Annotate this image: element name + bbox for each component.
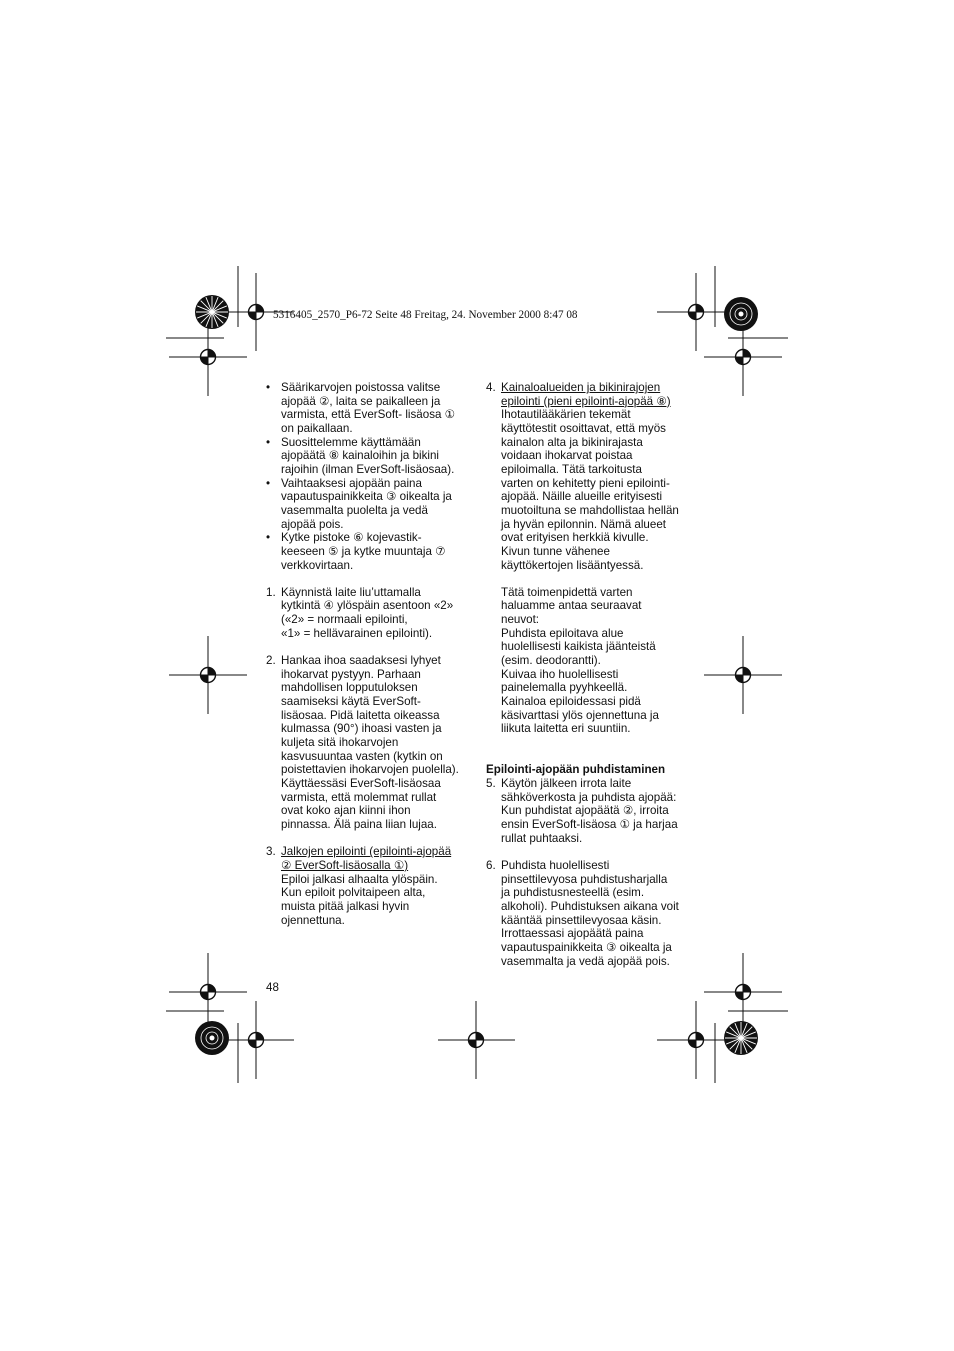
text-line: mahdollisen lopputuloksen <box>281 681 418 695</box>
text-line: ja puhdistusnesteellä (esim. <box>501 886 645 900</box>
text-line: Hankaa ihoa saadaksesi lyhyet <box>281 654 441 668</box>
text-line: sähköverkosta ja puhdista ajopää: <box>501 790 677 804</box>
text-line: alkoholi). Puhdistuksen aikana voit <box>501 899 679 913</box>
text-line: Tätä toimenpidettä varten <box>501 585 633 599</box>
text-line: Käyttäessäsi EverSoft-lisäosaa <box>281 777 441 790</box>
item-subheading: Kainaloalueiden ja bikinirajojen <box>501 381 661 394</box>
text-line: muista pitää jalkasi hyvin <box>281 899 410 913</box>
registration-mark <box>685 301 707 323</box>
text-line: keeseen ⑤ ja kytke muuntaja ⑦ <box>281 544 446 558</box>
spacer <box>501 572 686 586</box>
registration-mark <box>732 346 754 368</box>
text-line: poistettavien ihokarvojen puolella). <box>281 763 459 777</box>
list-item <box>266 586 466 641</box>
item-subheading: Jalkojen epilointi (epilointi-ajopää <box>281 845 452 859</box>
list-marker: • <box>266 531 271 545</box>
text-line: kulmassa (90°) ihoasi vasten ja <box>281 722 442 736</box>
registration-mark <box>197 346 219 368</box>
registration-mark <box>685 1029 707 1051</box>
text-line: saamiseksi käytä EverSoft- <box>281 695 421 709</box>
list-marker: 2. <box>266 654 276 668</box>
registration-mark <box>465 1029 487 1051</box>
spacer <box>486 736 686 750</box>
text-line: haluamme antaa seuraavat <box>501 599 642 613</box>
text-line: kuljeta sitä ihokarvojen <box>281 736 399 750</box>
text-line: ojennettuna. <box>281 913 345 927</box>
text-line: ensin EverSoft-lisäosa ① ja harjaa <box>501 817 678 831</box>
starburst-target <box>724 297 758 331</box>
text-line: («2» = normaali epilointi, <box>281 613 408 627</box>
text-line: Kainaloa epiloidessasi pidä <box>501 695 641 709</box>
text-line: Ihotautilääkärien tekemät <box>501 408 631 422</box>
text-line: ajopää ②, laita se paikalleen ja <box>281 394 441 408</box>
text-line: on paikallaan. <box>281 421 353 435</box>
starburst-target <box>195 1021 229 1055</box>
text-line: Vaihtaaksesi ajopään paina <box>281 476 422 490</box>
list-marker: • <box>266 381 271 394</box>
text-line: ajopää. Näille alueille erityisesti <box>501 490 663 504</box>
text-line: Kivun tunne vähenee <box>501 544 610 558</box>
text-line: Kun epiloit polvitaipeen alta, <box>281 886 426 900</box>
list-item <box>266 845 466 927</box>
text-line: ja hyvän epilonnin. Nämä alueet <box>501 517 666 531</box>
text-line: muotoiltuna se mahdollistaa hellän <box>501 503 679 517</box>
text-line: ihokarvat pystyyn. Parhaan <box>281 667 421 681</box>
text-line: ajopää pois. <box>281 517 344 531</box>
text-line: käyttötestit osoittavat, että myös <box>501 421 666 435</box>
list-marker: 3. <box>266 845 276 859</box>
starburst-target <box>195 295 229 329</box>
text-line: Säärikarvojen poistossa valitse <box>281 381 441 394</box>
text-line: kääntää pinsettilevyosaa käsin. <box>501 913 662 927</box>
list-marker: 4. <box>486 381 496 394</box>
text-line: voidaan ihokarvat poistaa <box>501 449 633 463</box>
list-item <box>266 436 466 477</box>
list-item <box>266 654 466 832</box>
text-line: painelemalla pyyhkeellä. <box>501 681 628 695</box>
text-line: varmista, että molemmat rullat <box>281 790 437 804</box>
list-item <box>266 477 466 532</box>
text-line: kytkintä ④ ylöspäin asentoon «2» <box>281 599 454 613</box>
list-item <box>486 381 686 736</box>
registration-mark <box>197 981 219 1003</box>
crop-lines <box>166 266 788 1083</box>
left-column <box>266 381 466 927</box>
list-item <box>266 531 466 572</box>
list-marker: • <box>266 435 271 449</box>
text-line: (esim. deodorantti). <box>501 654 601 668</box>
text-line: neuvot: <box>501 613 540 627</box>
print-header: 5316405_2570_P6-72 Seite 48 Freitag, 24. November 2000 8:47 08 <box>273 309 578 321</box>
text-line: rullat puhtaaksi. <box>501 831 583 845</box>
text-line: varten on kehitetty pieni epilointi- <box>501 476 670 490</box>
text-line: huolellisesti kaikista jäänteistä <box>501 640 656 654</box>
text-line: käsivarttasi ylös ojennettuna ja <box>501 708 659 722</box>
text-line: lisäosaa. Pidä laitetta oikeassa <box>281 708 440 722</box>
starburst-target <box>724 1021 758 1055</box>
text-line: epiloimalla. Tätä tarkoitusta <box>501 462 642 476</box>
text-line: Kuivaa iho huolellisesti <box>501 667 619 681</box>
registration-mark <box>732 664 754 686</box>
text-line: Puhdista epiloitava alue <box>501 626 624 640</box>
text-line: verkkovirtaan. <box>281 558 354 572</box>
right-column <box>486 381 686 968</box>
item-subheading: ② EverSoft-lisäosalla ①) <box>281 858 409 872</box>
text-line: Irrottaessasi ajopäätä paina <box>501 927 644 941</box>
spacer <box>266 832 466 846</box>
list-marker: • <box>266 476 271 490</box>
list-marker: 1. <box>266 585 276 599</box>
registration-mark <box>245 1029 267 1051</box>
section-heading: Epilointi-ajopään puhdistaminen <box>486 763 666 777</box>
text-line: ajopäätä ⑧ kainaloihin ja bikini <box>281 449 439 463</box>
text-line: liikuta laitetta eri suuntiin. <box>501 722 631 736</box>
text-line: Kytke pistoke ⑥ kojevastik- <box>281 531 422 545</box>
text-line: vapautuspainikkeita ③ oikealta ja <box>281 490 452 504</box>
text-line: vasemmalta puolelta ja vedä <box>281 503 428 517</box>
text-line: vapautuspainikkeita ③ oikealta ja <box>501 940 672 954</box>
text-line: kainalon alta ja bikinirajasta <box>501 435 643 449</box>
text-line: varmista, että EverSoft- lisäosa ① <box>281 408 456 422</box>
text-line: rajoihin (ilman EverSoft-lisäosaa). <box>281 462 455 476</box>
list-marker: 6. <box>486 858 496 872</box>
text-line: Käytön jälkeen irrota laite <box>501 776 632 790</box>
spacer <box>486 845 686 859</box>
text-line: käyttökertojen lisääntyessä. <box>501 558 644 572</box>
list-item <box>486 777 686 845</box>
text-line: ovat erityisen herkkiä kivulle. <box>501 531 649 545</box>
text-line: pinnassa. Älä paina liian lujaa. <box>281 817 437 831</box>
item-subheading: epilointi (pieni epilointi-ajopää ⑧) <box>501 394 671 408</box>
registration-mark <box>197 664 219 686</box>
text-line: Epiloi jalkasi alhaalta ylöspäin. <box>281 872 438 886</box>
page-number: 48 <box>266 981 279 994</box>
text-line: Suosittelemme käyttämään <box>281 435 421 449</box>
list-item <box>266 381 466 436</box>
text-line: Kun puhdistat ajopäätä ②, irroita <box>501 804 669 818</box>
text-line: Puhdista huolellisesti <box>501 858 610 872</box>
text-line: Käynnistä laite liu’uttamalla <box>281 585 421 599</box>
registration-mark <box>732 981 754 1003</box>
text-line: vasemmalta ja vedä ajopää pois. <box>501 954 670 968</box>
text-line: «1» = hellävarainen epilointi). <box>281 626 433 640</box>
text-line: pinsettilevyosa puhdistusharjalla <box>501 872 668 886</box>
spacer <box>486 750 686 764</box>
list-marker: 5. <box>486 776 496 790</box>
spacer <box>266 640 466 654</box>
spacer <box>266 572 466 586</box>
registration-mark <box>245 301 267 323</box>
text-line: ovat koko ajan kiinni ihon <box>281 804 411 818</box>
list-item <box>486 859 686 968</box>
text-line: kasvusuuntaa vasten (kytkin on <box>281 749 443 763</box>
